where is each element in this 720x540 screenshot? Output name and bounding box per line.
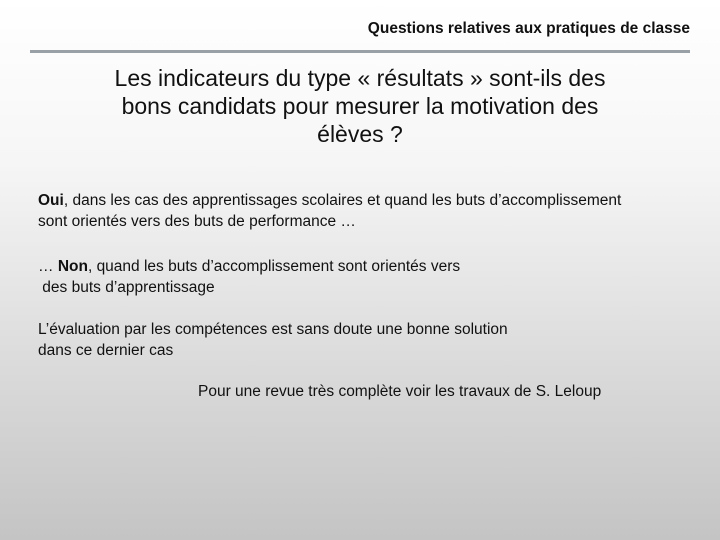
oui-bold: Oui [38, 192, 64, 209]
paragraph-oui-line-1 [38, 190, 621, 211]
header-divider [30, 50, 690, 53]
paragraph-oui-line-2: sont orientés vers des buts de performance … [38, 213, 356, 230]
non-prefix: … [38, 258, 58, 275]
paragraph-non [38, 256, 460, 298]
title-line-2: bons candidats pour mesurer la motivation des [121, 93, 599, 119]
slide-header: Questions relatives aux pratiques de classe [367, 20, 690, 37]
title-line-3: élèves ? [317, 121, 403, 147]
paragraph-non-line-1 [38, 256, 460, 277]
paragraph-evaluation-line-2: dans ce dernier cas [38, 342, 174, 359]
paragraph-evaluation-line-1: L’évaluation par les compétences est sans doute une bonne solution [38, 321, 508, 338]
paragraph-evaluation [38, 319, 508, 361]
paragraph-non-line-2: des buts d’apprentissage [38, 279, 215, 296]
slide-title [40, 64, 680, 148]
non-line-1-text: , quand les buts d’accomplissement sont orientés vers [87, 258, 461, 275]
title-line-1: Les indicateurs du type « résultats » sont-ils des [114, 65, 606, 91]
paragraph-oui [38, 190, 621, 232]
oui-line-1-text: , dans les cas des apprentissages scolaires et quand les buts d’accomplissement [63, 192, 622, 209]
reference-note: Pour une revue très complète voir les travaux de S. Leloup [198, 383, 602, 400]
non-bold: Non [57, 258, 88, 275]
